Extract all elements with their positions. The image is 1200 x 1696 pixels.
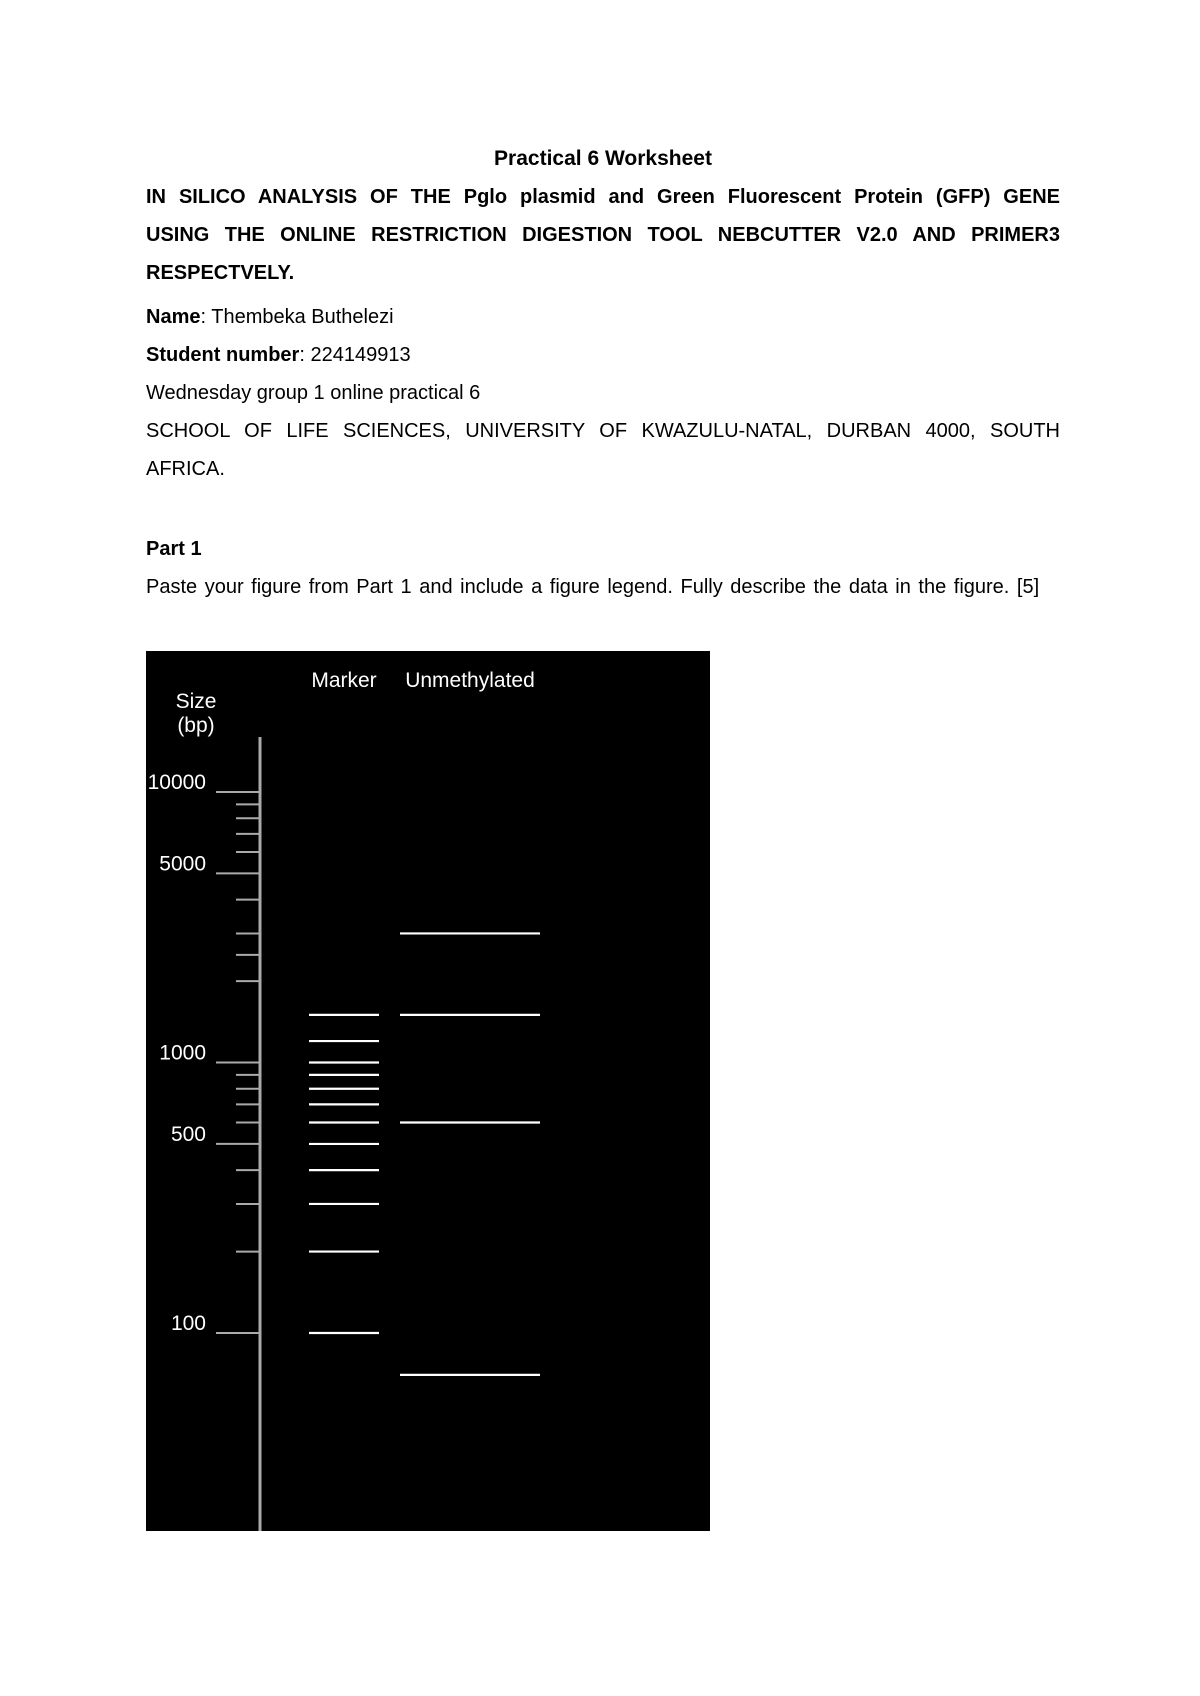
student-number-line: [146, 336, 1060, 374]
marker-lane: [309, 1015, 379, 1333]
name-line: [146, 298, 1060, 336]
part-title: Part 1: [146, 538, 202, 560]
student-number-label: Student number: [146, 344, 300, 366]
size-tick-label: 10000: [147, 771, 206, 794]
size-scale-ticks: [148, 771, 260, 1335]
gel-figure: [146, 651, 710, 1531]
lane-label-marker: Marker: [311, 669, 377, 692]
page-title: Practical 6 Worksheet: [494, 147, 712, 170]
name-label: Name: [146, 306, 201, 328]
size-tick-label: 5000: [159, 852, 206, 876]
gel-svg: [146, 651, 710, 1531]
unmethylated-lane: [400, 933, 540, 1374]
student-number-value: : 224149913: [299, 344, 411, 366]
size-tick-label: 1000: [159, 1041, 206, 1065]
size-tick-label: 500: [170, 1122, 206, 1146]
affiliation: SCHOOL OF LIFE SCIENCES, UNIVERSITY OF KWAZULU-NATAL, DURBAN 4000, SOUTH AFRICA.: [146, 420, 1060, 480]
group-line: Wednesday group 1 online practical 6: [146, 382, 481, 404]
lane-label-unmethylated: Unmethylated: [405, 669, 535, 692]
size-tick-label: 100: [170, 1312, 206, 1335]
axis-label-size: Size: [175, 690, 217, 713]
name-value: : Thembeka Buthelezi: [200, 306, 394, 328]
part-instruction: Paste your figure from Part 1 and include a figure legend. Fully describe the data in the figure. [5]: [146, 576, 1040, 598]
worksheet-heading: IN SILICO ANALYSIS OF THE Pglo plasmid and Green Fluorescent Protein (GFP) GENE USING THE ONLINE RESTRICTION DIGESTION TOOL NEBCUTTER V2.0 AND PRIMER3 RESPECTVELY.: [146, 186, 1060, 284]
axis-label-bp: (bp): [177, 714, 215, 737]
